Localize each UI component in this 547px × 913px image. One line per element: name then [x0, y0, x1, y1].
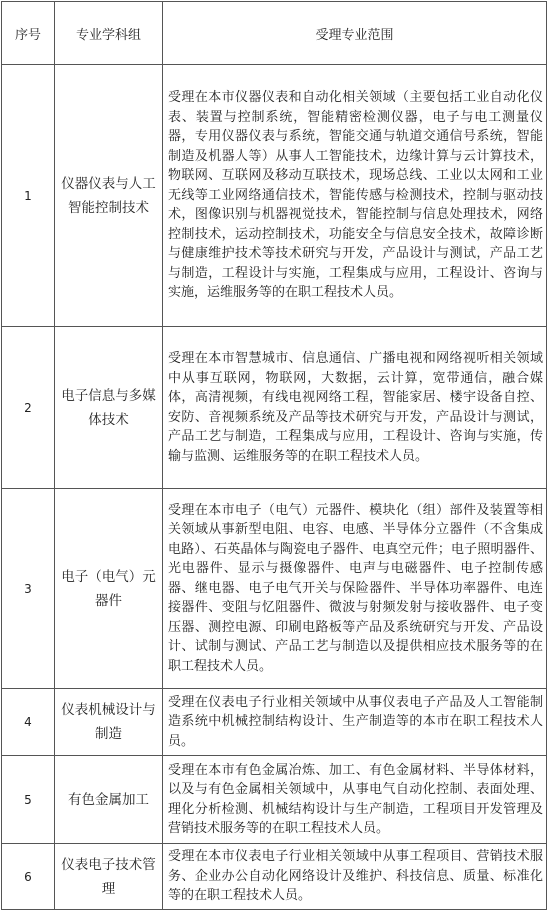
table-row — [2, 756, 547, 844]
row-accepted-scope: 受理在本市仪器仪表和自动化相关领域（主要包括工业自动化仪表、装置与控制系统，智能精密检测仪器，电子与电工测量仪器，专用仪器仪表与系统，智能交通与轨道交通信号系统，智能制造及机器人等）从事人工智能技术，边缘计算与云计算技术，物联网、互联网及移动互联技术，现场总线、工业以太网和工业无线等工业网络通信技术，智能传感与检测技术，控制与驱动技术，图像识别与机器视觉技术，智能控制与信息处理技术，网络控制技术，运动控制技术，功能安全与信息安全技术，故障诊断与健康维护技术等技术研究与开发，产品设计与测试，产品工艺与制造，工程设计与实施，工程集成与应用，工程设计、咨询与实施，运维服务等的在职工程技术人员。 — [163, 65, 547, 327]
row-number: 1 — [2, 65, 55, 327]
profession-scope-table — [1, 1, 547, 910]
row-number: 6 — [2, 844, 55, 910]
header-accepted-scope: 受理专业范围 — [163, 2, 547, 65]
row-number: 5 — [2, 756, 55, 844]
row-number: 4 — [2, 689, 55, 756]
row-discipline-group: 电子信息与多媒体技术 — [55, 327, 163, 489]
table-row — [2, 689, 547, 756]
row-accepted-scope: 受理在本市有色金属冶炼、加工、有色金属材料、半导体材料，以及与有色金属相关领域中，从事电气自动化控制、表面处理、理化分析检测、机械结构设计与生产制造，工程项目开发管理及营销技术服务等的在职工程技术人员。 — [163, 756, 547, 844]
row-accepted-scope: 受理在本市仪表电子行业相关领域中从事工程项目、营销技术服务、企业办公自动化网络设计及维护、科技信息、质量、标准化等的在职工程技术人员。 — [163, 844, 547, 910]
row-accepted-scope: 受理在本市智慧城市、信息通信、广播电视和网络视听相关领域中从事互联网，物联网，大数据，云计算，宽带通信，融合媒体，高清视频，有线电视网络工程，智能家居、楼宇设备自控、安防、音视频系统及产品等技术研究与开发，产品设计与测试，产品工艺与制造，工程集成与应用，工程设计、咨询与实施，传输与监测、运维服务等的在职工程技术人员。 — [163, 327, 547, 489]
table-row — [2, 844, 547, 910]
row-discipline-group: 仪表机械设计与制造 — [55, 689, 163, 756]
table-row — [2, 65, 547, 327]
row-accepted-scope: 受理在仪表电子行业相关领域中从事仪表电子产品及人工智能制造系统中机械控制结构设计、生产制造等的本市在职工程技术人员。 — [163, 689, 547, 756]
table-row — [2, 489, 547, 689]
row-number: 2 — [2, 327, 55, 489]
table-header-row — [2, 2, 547, 65]
row-discipline-group: 仪表电子技术管理 — [55, 844, 163, 910]
row-discipline-group: 电子（电气）元器件 — [55, 489, 163, 689]
row-discipline-group: 有色金属加工 — [55, 756, 163, 844]
row-discipline-group: 仪器仪表与人工智能控制技术 — [55, 65, 163, 327]
header-discipline-group: 专业学科组 — [55, 2, 163, 65]
table-row — [2, 327, 547, 489]
row-accepted-scope: 受理在本市电子（电气）元器件、模块化（组）部件及装置等相关领域从事新型电阻、电容、电感、半导体分立器件（不含集成电路）、石英晶体与陶瓷电子器件、电真空元件；电子照明器件、光电器件、显示与摄像器件、电声与电磁器件、电子控制传感器、继电器、电子电气开关与保险器件、半导体功率器件、电连接器件、变阻与忆阻器件、微波与射频发射与接收器件、电子变压器、测控电源、印刷电路板等产品及系统研究与开发、产品设计、试制与测试、产品工艺与制造以及提供相应技术服务等的在职工程技术人员。 — [163, 489, 547, 689]
header-serial-number: 序号 — [2, 2, 55, 65]
row-number: 3 — [2, 489, 55, 689]
